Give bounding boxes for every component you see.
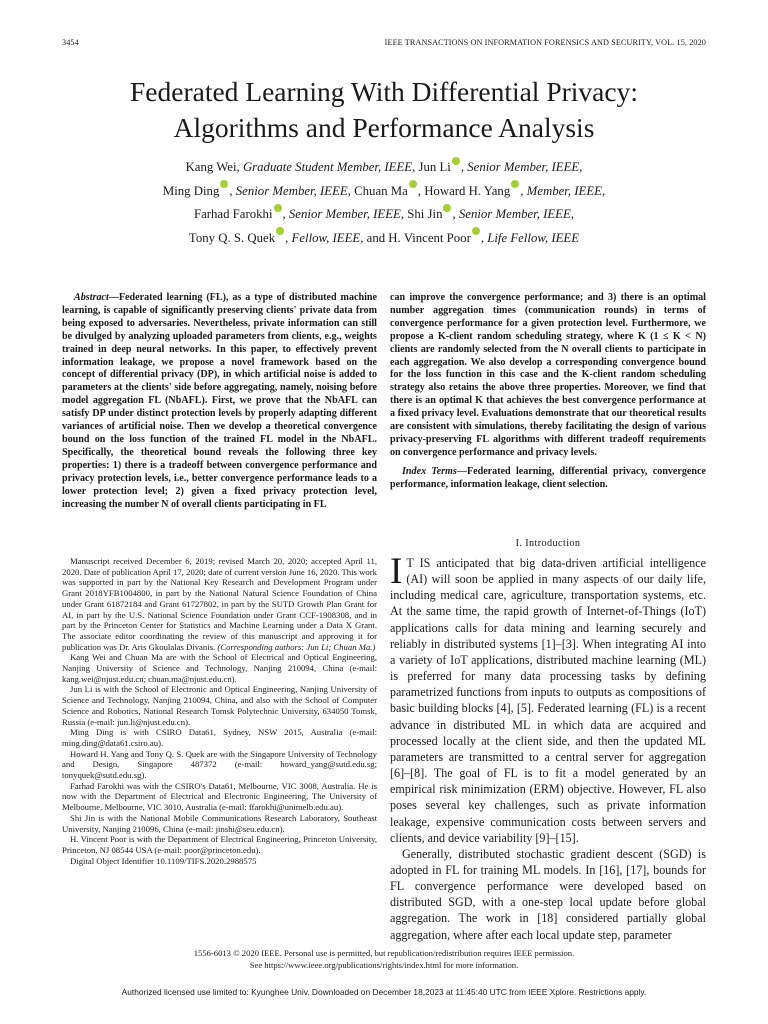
section-heading-introduction: I. Introduction bbox=[515, 538, 581, 549]
author-name: , bbox=[285, 230, 292, 245]
author-line-2 bbox=[40, 180, 728, 204]
title-line-2: Algorithms and Performance Analysis bbox=[173, 112, 595, 143]
orcid-icon[interactable] bbox=[443, 204, 451, 212]
author-name: , bbox=[601, 183, 606, 198]
author-name: , Shi Jin bbox=[400, 207, 443, 221]
footnote: Farhad Farokhi was with the CSIRO's Data61, Melbourne, VIC 3008, Australia. He is now with the Department of Electrical and Electronic Engineering, The University of Melbourne, Melbourne, VIC 3010, Australia (e-mail: ffarokhi@unimelb.edu.au). bbox=[62, 780, 377, 813]
orcid-icon[interactable] bbox=[452, 157, 460, 165]
footnote: Ming Ding is with CSIRO Data61, Sydney, NSW 2015, Australia (e-mail: ming.ding@data61.csiro.au). bbox=[62, 727, 377, 748]
abstract-dash: — bbox=[108, 292, 119, 303]
footnote bbox=[62, 556, 377, 652]
footnote-text: Manuscript received December 6, 2019; revised March 20, 2020; accepted April 11, 2020. Date of publication April 17, 2020; date of current version June 16, 2020. This work was supported in part by the National Key Research and Development Program under Grant 2018YFB1004800, in part by the National Natural Science Foundation of China under Grant 61872184 and Grant 61727802, in part by the SUTD Growth Plan Grant for AI, in part by the U.S. National Science Foundation under Grant CCF-1908308, and in part by the Princeton Center for Statistics and Machine Learning under a Data X Grant. The associate editor coordinating the review of this manuscript and approving it for publication was Dr. Aris Gkoulalas Divanis. bbox=[62, 556, 377, 652]
page-number: 3454 bbox=[62, 38, 79, 47]
author-name: Ming Ding bbox=[162, 183, 220, 198]
orcid-icon[interactable] bbox=[276, 227, 284, 235]
footnote: Jun Li is with the School of Electronic and Optical Engineering, Nanjing University of Science and Technology, Nanjing 210094, China, and also with the School of Computer Science and Robotics, National Research Tomsk Polytechnic University, 634050 Tomsk, Russia (e-mail: jun.li@njust.edu.cn). bbox=[62, 684, 377, 727]
abstract-lead: Abstract bbox=[74, 292, 109, 303]
intro-paragraph-1 bbox=[390, 551, 706, 846]
author-name: , Chuan Ma bbox=[347, 183, 408, 198]
orcid-icon[interactable] bbox=[511, 180, 519, 188]
author-name: , and H. Vincent Poor bbox=[360, 230, 471, 245]
author-name: Kang Wei, bbox=[185, 160, 243, 174]
orcid-icon[interactable] bbox=[274, 204, 282, 212]
author-list bbox=[40, 156, 728, 250]
author-line-4 bbox=[40, 227, 728, 251]
footnote-doi: Digital Object Identifier 10.1109/TIFS.2020.2988575 bbox=[70, 855, 257, 866]
copyright-notice bbox=[62, 948, 706, 971]
author-name: , bbox=[579, 160, 583, 174]
author-name: , Jun Li bbox=[412, 160, 451, 174]
author-line-1 bbox=[40, 156, 728, 180]
paper-title bbox=[40, 74, 728, 146]
abstract-paragraph bbox=[62, 292, 377, 511]
title-line-1: Federated Learning With Differential Privacy: bbox=[130, 76, 638, 107]
introduction-body bbox=[390, 551, 706, 943]
index-terms-body: Federated learning, differential privacy, convergence performance, information leakage, client selection. bbox=[390, 465, 706, 490]
copyright-line-1: 1556-6013 © 2020 IEEE. Personal use is permitted, but republication/redistribution requires IEEE permission. bbox=[193, 948, 575, 958]
abstract-left-column bbox=[62, 292, 377, 511]
author-name: , bbox=[452, 207, 459, 221]
author-name: Farhad Farokhi bbox=[193, 207, 273, 221]
orcid-icon[interactable] bbox=[409, 180, 417, 188]
footnote: H. Vincent Poor is with the Department of Electrical Engineering, Princeton University, Princeton, NJ 08544 USA (e-mail: poor@princeton.edu). bbox=[62, 834, 377, 855]
author-name: , bbox=[460, 160, 468, 174]
author-name: Tony Q. S. Quek bbox=[188, 230, 276, 245]
abstract-body-right: can improve the convergence performance; and 3) there is an optimal number aggregation times (communication rounds) in terms of convergence performance for a given protection level. Furthermore, we propose a K-client random scheduling strategy, where K (1 ≤ K < N) clients are randomly selected from the N overall clients to participate in each aggregation. We also develop a corresponding convergence bound for the loss function in this case and the K-client random scheduling strategy also retains the above three properties. Moreover, we find that there is an optimal K that achieves the best convergence performance at a fixed privacy level. Evaluations demonstrate that our theoretical results are consistent with simulations, thereby facilitating the design of various privacy-preserving FL algorithms with different tradeoff requirements on convergence performance and privacy levels. bbox=[390, 292, 706, 458]
author-membership: Fellow, IEEE bbox=[291, 230, 361, 245]
index-terms bbox=[390, 466, 706, 492]
download-notice: Authorized licensed use limited to: Kyunghee Univ. Downloaded on December 18,2023 at 11:45:40 UTC from IEEE Xplore. Restrictions apply. bbox=[121, 987, 647, 997]
footnote-corresponding-authors: (Corresponding authors: Jun Li; Chuan Ma.) bbox=[217, 641, 376, 652]
orcid-icon[interactable] bbox=[472, 227, 480, 235]
intro-paragraph-1-text: T IS anticipated that big data-driven artificial intelligence (AI) will soon be applied in many aspects of our daily life, including medical care, agriculture, transportation systems, etc. At the same time, the rapid growth of Internet-of-Things (IoT) applications calls for data mining and learning securely and reliably in distributed systems [1]–[3]. When integrating AI into a variety of IoT applications, distributed machine learning (ML) is preferred for many data processing tasks by defining parametrized functions from inputs to outputs as compositions of basic building blocks [4], [5]. Federated learning (FL) is a recent advance in distributed ML in which data are acquired and processed locally at the client side, and then the updated ML parameters are transmitted to a central server for aggregation [6]–[8]. The goal of FL is to fit a model generated by an empirical risk minimization (ERM) objective. However, FL also poses several key challenges, such as private information leakage, expensive communication costs between servers and clients, and device variability [9]–[15]. bbox=[390, 556, 706, 845]
author-membership: Member, IEEE bbox=[526, 183, 602, 198]
index-terms-dash: — bbox=[456, 465, 467, 477]
footnotes bbox=[62, 556, 377, 866]
author-line-3 bbox=[40, 203, 728, 227]
index-terms-lead: Index Terms bbox=[402, 465, 457, 477]
author-name: , bbox=[282, 207, 289, 221]
author-membership: Graduate Student Member, IEEE bbox=[242, 160, 413, 174]
intro-paragraph-2: Generally, distributed stochastic gradient descent (SGD) is adopted in FL for training ML models. In [16], [17], bounds for FL convergence performance were developed based on distributed SGD, with a one-step local update before global aggregation. The work in [18] considered partially global aggregation, where after each local update step, parameter bbox=[390, 846, 706, 942]
orcid-icon[interactable] bbox=[220, 180, 228, 188]
footnote: Shi Jin is with the National Mobile Communications Research Laboratory, Southeast University, Nanjing 210096, China (e-mail: jinshi@seu.edu.cn). bbox=[62, 812, 377, 834]
abstract-body-left: Federated learning (FL), as a type of distributed machine learning, is capable of significantly preserving clients' private data from being exposed to adversaries. Nevertheless, private information can still be divulged by analyzing uploaded parameters from clients, e.g., weights trained in deep neural networks. In this paper, to effectively prevent information leakage, we propose a novel framework based on the concept of differential privacy (DP), in which artificial noise is added to parameters at the clients' side before aggregating, namely, noising before model aggregation FL (NbAFL). First, we prove that the NbAFL can satisfy DP under distinct protection levels by properly adapting different variances of artificial noise. Then we develop a theoretical convergence bound on the loss function of the trained FL model in the NbAFL. Specifically, the theoretical bound reveals the following three key properties: 1) there is a tradeoff between convergence performance and privacy protection levels, i.e., better convergence performance leads to a lower protection level; 2) given a fixed privacy protection level, increasing the number N of overall clients participating in FL bbox=[62, 292, 377, 510]
author-name: , bbox=[229, 183, 236, 198]
author-membership: Senior Member, IEEE bbox=[288, 207, 401, 221]
author-name: , bbox=[480, 230, 488, 245]
abstract-continuation bbox=[390, 292, 706, 460]
footnote: Howard H. Yang and Tony Q. S. Quek are with the Singapore University of Technology and Design, Singapore 487372 (e-mail: howard_yang@sutd.edu.sg; tonyquek@sutd.edu.sg). bbox=[62, 748, 377, 781]
author-name: , bbox=[570, 207, 575, 221]
running-head bbox=[62, 38, 706, 47]
author-membership: Senior Member, IEEE bbox=[467, 160, 580, 174]
journal-name: IEEE TRANSACTIONS ON INFORMATION FORENSICS AND SECURITY, VOL. 15, 2020 bbox=[384, 38, 706, 47]
author-name: , Howard H. Yang bbox=[417, 183, 511, 198]
footnote: Kang Wei and Chuan Ma are with the School of Electrical and Optical Engineering, Nanjing University of Science and Technology, Nanjing 210094, China (e-mail: kang.wei@njust.edu.cn; chuan.ma@njust.edu.cn). bbox=[62, 652, 377, 684]
drop-cap: I bbox=[390, 551, 403, 592]
author-membership: Life Fellow, IEEE bbox=[487, 230, 580, 245]
copyright-line-2: See https://www.ieee.org/publications/rights/index.html for more information. bbox=[249, 959, 519, 970]
author-membership: Senior Member, IEEE bbox=[458, 207, 571, 221]
abstract-right-column bbox=[390, 292, 706, 492]
author-membership: Senior Member, IEEE bbox=[235, 183, 348, 198]
author-name: , bbox=[520, 183, 527, 198]
